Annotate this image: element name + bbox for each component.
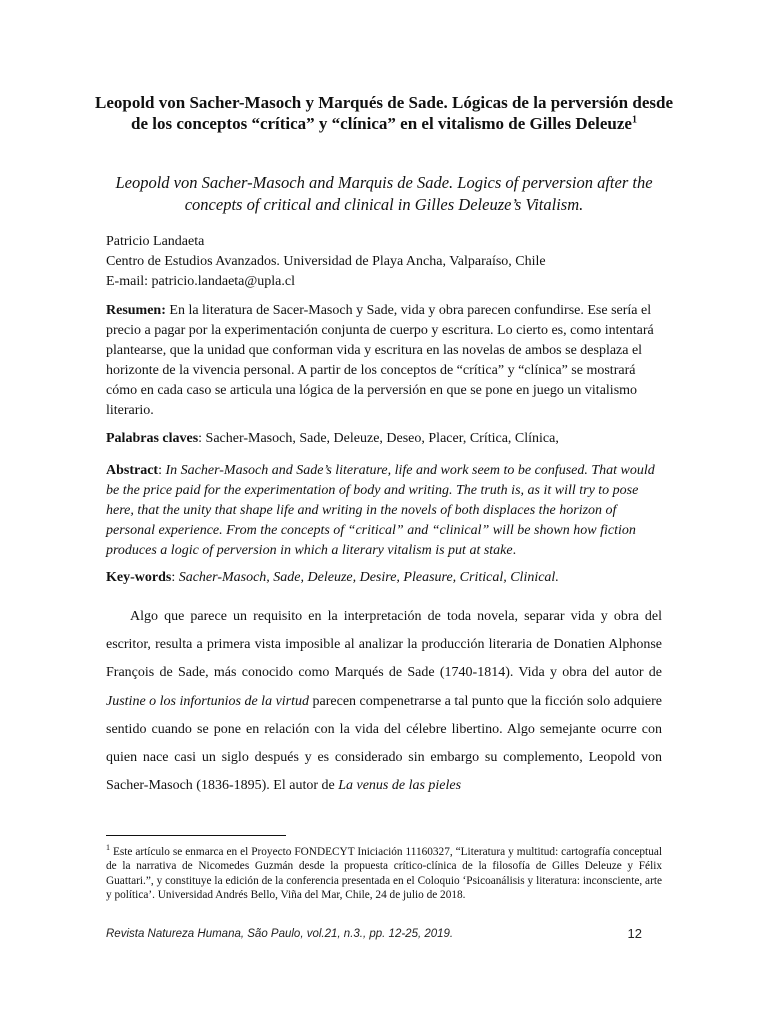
resumen-text: En la literatura de Sacer-Masoch y Sade, vida y obra parecen confundirse. Ese sería el precio a pagar por la experimentación conjunta de cuerpo y escritura. Lo cierto es, como intentará plantearse, que la unidad que conforman vida y escritura en las novelas de ambos se desplaza el horizonte de la vivencia personal. A partir de los conceptos de “crítica” y “clínica” se mostrará cómo en cada caso se articula una lógica de la perversión en que se pone en juego un vitalismo literario. — [106, 303, 654, 418]
abstract-colon: : — [158, 463, 166, 478]
title-footnote-ref: 1 — [631, 114, 637, 126]
keywords-label: Key-words — [106, 570, 172, 585]
article-title-english: Leopold von Sacher-Masoch and Marquis de Sade. Logics of perversion after the concepts of critical and clinical in Gilles Deleuze’s Vitalism. — [115, 173, 653, 214]
journal-citation: Revista Natureza Humana, São Paulo, vol.21, n.3., pp. 12-25, 2019. — [106, 928, 454, 940]
body-italic-title-venus: La venus de las pieles — [338, 778, 462, 794]
body-text-part-2: parecen compenetrarse a tal punto que la ficción solo adquiere sentido cuando se pone en relación con la vida del célebre libertino. Algo semejante ocurre con quien nace casi un siglo después y es considerado sin embargo su complemento, Leopold von Sacher-Masoch (1836-1895). El autor de — [106, 693, 662, 794]
body-text — [106, 603, 662, 800]
abstract-end: . — [512, 543, 517, 558]
palabras-claves-paragraph — [106, 429, 662, 449]
footnote-marker: 1 — [106, 843, 110, 852]
resumen-paragraph — [106, 301, 662, 421]
abstract-text: In Sacher-Masoch and Sade’s literature, life and work seem to be confused. That would be the price paid for the experimentation of body and writing. The truth is, as it will try to pose here, that the unity that shape life and writing in the novels of both displaces the horizon of personal experience. From the concepts of “critical” and “clinical” will be shown how fiction produces a logic of perversion in which a literary vitalism is put at stake — [106, 463, 655, 558]
body-paragraph — [106, 603, 662, 800]
palabras-claves-text: : Sacher-Masoch, Sade, Deleuze, Deseo, Placer, Crítica, Clínica, — [198, 431, 559, 446]
resumen-label: Resumen: — [106, 303, 166, 318]
abstract-label: Abstract — [106, 463, 159, 478]
title-spanish-text: Leopold von Sacher-Masoch y Marqués de Sade. Lógicas de la perversión desde de los conceptos “crítica” y “clínica” en el vitalismo de Gilles Deleuze — [94, 93, 673, 133]
author-name: Patricio Landaeta — [106, 234, 205, 249]
keywords-text: Sacher-Masoch, Sade, Deleuze, Desire, Pleasure, Critical, Clinical. — [178, 570, 559, 585]
abstract-paragraph — [106, 461, 662, 561]
article-title-spanish — [90, 92, 678, 134]
body-text-part-1: Algo que parece un requisito en la interpretación de toda novela, separar vida y obra del escritor, resulta a primera vista imposible al analizar la producción literaria de Donatien Alphonse François de Sade, más conocido como Marqués de Sade (1740-1814). Vida y obra del autor de — [106, 609, 662, 681]
footnote-divider — [106, 835, 286, 836]
footnote-text: Este artículo se enmarca en el Proyecto FONDECYT Iniciación 11160327, “Literatura y multitud: cartografía conceptual de la narrativa de Nicomedes Guzmán desde la propuesta crítico-clínica de la filosofía de Gilles Deleuze y Félix Guattari.”, y constituye la edición de la conferencia presentada en el Coloquio ‘Psicoanálisis y literatura: inconsciente, arte y política’. Universidad Andrés Bello, Viña del Mar, Chile, 24 de julio de 2018. — [106, 845, 662, 902]
page-number: 12 — [627, 926, 642, 941]
keywords-colon: : — [171, 570, 179, 585]
author-email: E-mail: patricio.landaeta@upla.cl — [106, 274, 295, 289]
palabras-claves-label: Palabras claves — [106, 431, 199, 446]
body-italic-title-justine: Justine o los infortunios de la virtud — [106, 693, 310, 709]
author-affiliation: Centro de Estudios Avanzados. Universidad de Playa Ancha, Valparaíso, Chile — [106, 254, 546, 269]
keywords-paragraph — [106, 568, 662, 588]
footnote — [106, 841, 662, 903]
author-block — [106, 232, 666, 292]
